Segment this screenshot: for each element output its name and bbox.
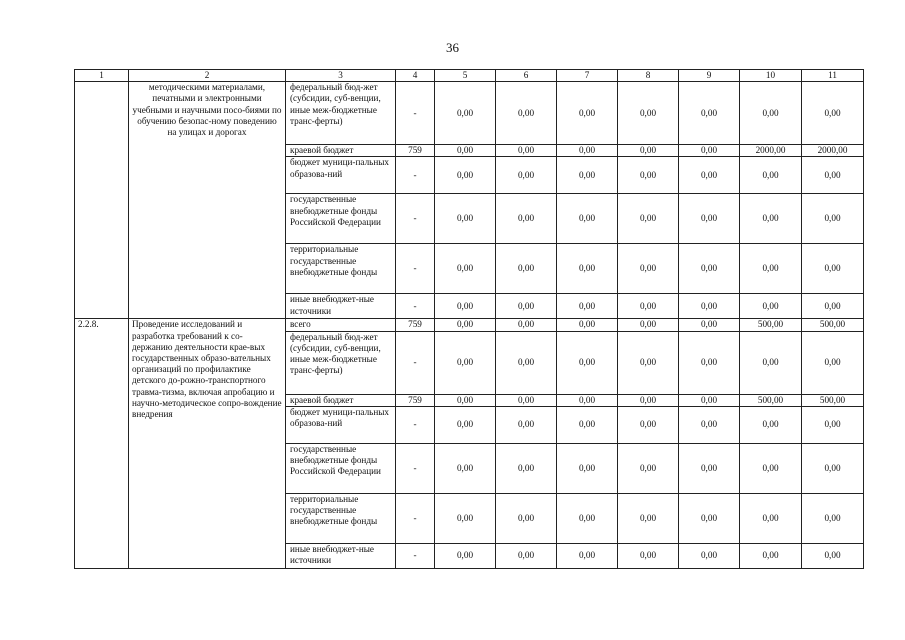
amount-cell: 0,00	[435, 194, 496, 244]
amount-cell: 0,00	[740, 543, 802, 568]
amount-cell: 0,00	[557, 194, 618, 244]
funding-source: государственные внебюджетные фонды Российской Федерации	[286, 194, 396, 244]
amount-cell: 0,00	[679, 294, 740, 319]
amount-cell: 0,00	[740, 194, 802, 244]
amount-cell: 0,00	[802, 82, 864, 145]
grbs-code: -	[396, 543, 435, 568]
funding-source: иные внебюджет-ные источники	[286, 294, 396, 319]
grbs-code: -	[396, 331, 435, 394]
amount-cell: 0,00	[679, 244, 740, 294]
column-number-4: 4	[396, 70, 435, 82]
amount-cell: 0,00	[496, 493, 557, 543]
grbs-code: -	[396, 82, 435, 145]
amount-cell: 0,00	[740, 294, 802, 319]
amount-cell: 0,00	[496, 194, 557, 244]
amount-cell: 0,00	[679, 82, 740, 145]
amount-cell: 0,00	[557, 394, 618, 406]
grbs-code: -	[396, 443, 435, 493]
amount-cell: 0,00	[679, 145, 740, 157]
grbs-code: -	[396, 157, 435, 194]
column-number-5: 5	[435, 70, 496, 82]
amount-cell: 0,00	[740, 244, 802, 294]
amount-cell: 0,00	[618, 157, 679, 194]
amount-cell: 0,00	[435, 157, 496, 194]
amount-cell: 0,00	[618, 194, 679, 244]
amount-cell: 0,00	[618, 543, 679, 568]
amount-cell: 0,00	[496, 319, 557, 331]
amount-cell: 0,00	[496, 443, 557, 493]
amount-cell: 0,00	[740, 82, 802, 145]
amount-cell: 0,00	[618, 443, 679, 493]
funding-source: федеральный бюд-жет (субсидии, суб-венции, иные меж-бюджетные транс-ферты)	[286, 331, 396, 394]
grbs-code: -	[396, 406, 435, 443]
column-number-2: 2	[129, 70, 286, 82]
amount-cell: 0,00	[618, 244, 679, 294]
amount-cell: 0,00	[740, 157, 802, 194]
amount-cell: 0,00	[435, 82, 496, 145]
amount-cell: 0,00	[496, 294, 557, 319]
funding-source: территориальные государственные внебюджетные фонды	[286, 493, 396, 543]
funding-source: бюджет муници-пальных образова-ний	[286, 157, 396, 194]
item-number	[75, 82, 129, 319]
amount-cell: 0,00	[618, 145, 679, 157]
funding-source: государственные внебюджетные фонды Российской Федерации	[286, 443, 396, 493]
amount-cell: 2000,00	[740, 145, 802, 157]
amount-cell: 500,00	[802, 319, 864, 331]
amount-cell: 0,00	[435, 294, 496, 319]
amount-cell: 0,00	[435, 331, 496, 394]
amount-cell: 0,00	[496, 394, 557, 406]
amount-cell: 0,00	[435, 493, 496, 543]
amount-cell: 0,00	[557, 443, 618, 493]
table-row	[75, 319, 864, 331]
amount-cell: 0,00	[679, 194, 740, 244]
budget-table	[74, 69, 864, 569]
amount-cell: 0,00	[679, 406, 740, 443]
amount-cell: 0,00	[557, 82, 618, 145]
amount-cell: 0,00	[802, 406, 864, 443]
amount-cell: 0,00	[557, 543, 618, 568]
amount-cell: 0,00	[740, 443, 802, 493]
amount-cell: 0,00	[435, 406, 496, 443]
amount-cell: 0,00	[679, 543, 740, 568]
amount-cell: 0,00	[496, 145, 557, 157]
amount-cell: 0,00	[618, 331, 679, 394]
activity-name: методическими материалами, печатными и электронными учебными и научными посо-биями по обучению безопас-ному поведению на улицах и дорогах	[129, 82, 286, 319]
amount-cell: 0,00	[496, 406, 557, 443]
amount-cell: 500,00	[740, 319, 802, 331]
amount-cell: 0,00	[496, 82, 557, 145]
amount-cell: 0,00	[557, 406, 618, 443]
page-number: 36	[446, 40, 459, 55]
amount-cell: 0,00	[618, 294, 679, 319]
amount-cell: 0,00	[557, 157, 618, 194]
amount-cell: 0,00	[618, 394, 679, 406]
column-number-9: 9	[679, 70, 740, 82]
amount-cell: 500,00	[740, 394, 802, 406]
amount-cell: 0,00	[802, 194, 864, 244]
amount-cell: 0,00	[802, 294, 864, 319]
column-number-11: 11	[802, 70, 864, 82]
funding-source: всего	[286, 319, 396, 331]
funding-source: иные внебюджет-ные источники	[286, 543, 396, 568]
amount-cell: 0,00	[679, 394, 740, 406]
column-number-7: 7	[557, 70, 618, 82]
amount-cell: 0,00	[802, 331, 864, 394]
amount-cell: 0,00	[435, 394, 496, 406]
amount-cell: 0,00	[435, 145, 496, 157]
column-number-10: 10	[740, 70, 802, 82]
column-number-3: 3	[286, 70, 396, 82]
amount-cell: 0,00	[496, 331, 557, 394]
amount-cell: 0,00	[802, 244, 864, 294]
grbs-code: -	[396, 244, 435, 294]
amount-cell: 0,00	[496, 244, 557, 294]
grbs-code: 759	[396, 145, 435, 157]
amount-cell: 0,00	[557, 294, 618, 319]
amount-cell: 0,00	[802, 157, 864, 194]
grbs-code: -	[396, 194, 435, 244]
funding-source: краевой бюджет	[286, 145, 396, 157]
funding-source: территориальные государственные внебюджетные фонды	[286, 244, 396, 294]
grbs-code: -	[396, 493, 435, 543]
grbs-code: 759	[396, 319, 435, 331]
amount-cell: 0,00	[618, 493, 679, 543]
column-number-1: 1	[75, 70, 129, 82]
amount-cell: 0,00	[618, 406, 679, 443]
column-number-6: 6	[496, 70, 557, 82]
grbs-code: -	[396, 294, 435, 319]
amount-cell: 500,00	[802, 394, 864, 406]
funding-source: федеральный бюд-жет (субсидии, суб-венции, иные меж-бюджетные транс-ферты)	[286, 82, 396, 145]
amount-cell: 0,00	[679, 331, 740, 394]
amount-cell: 0,00	[557, 244, 618, 294]
amount-cell: 0,00	[557, 331, 618, 394]
amount-cell: 0,00	[435, 244, 496, 294]
amount-cell: 0,00	[435, 319, 496, 331]
amount-cell: 0,00	[435, 443, 496, 493]
amount-cell: 0,00	[679, 493, 740, 543]
amount-cell: 0,00	[740, 493, 802, 543]
grbs-code: 759	[396, 394, 435, 406]
amount-cell: 0,00	[618, 82, 679, 145]
amount-cell: 0,00	[496, 157, 557, 194]
column-number-8: 8	[618, 70, 679, 82]
table-row	[75, 82, 864, 145]
amount-cell: 0,00	[740, 331, 802, 394]
column-number-row	[75, 70, 864, 82]
amount-cell: 0,00	[435, 543, 496, 568]
funding-source: бюджет муници-пальных образова-ний	[286, 406, 396, 443]
amount-cell: 2000,00	[802, 145, 864, 157]
amount-cell: 0,00	[618, 319, 679, 331]
amount-cell: 0,00	[802, 543, 864, 568]
amount-cell: 0,00	[679, 157, 740, 194]
item-number: 2.2.8.	[75, 319, 129, 568]
amount-cell: 0,00	[496, 543, 557, 568]
amount-cell: 0,00	[557, 319, 618, 331]
amount-cell: 0,00	[740, 406, 802, 443]
amount-cell: 0,00	[679, 443, 740, 493]
funding-source: краевой бюджет	[286, 394, 396, 406]
amount-cell: 0,00	[557, 145, 618, 157]
amount-cell: 0,00	[679, 319, 740, 331]
amount-cell: 0,00	[802, 443, 864, 493]
amount-cell: 0,00	[802, 493, 864, 543]
amount-cell: 0,00	[557, 493, 618, 543]
activity-name: Проведение исследований и разработка требований к со-держанию деятельности крае-вых государственных образо-вательных организаций по профилактике детского до-рожно-транспортного травма-тизма, включая апробацию и научно-методическое сопро-вождение внедрения	[129, 319, 286, 568]
